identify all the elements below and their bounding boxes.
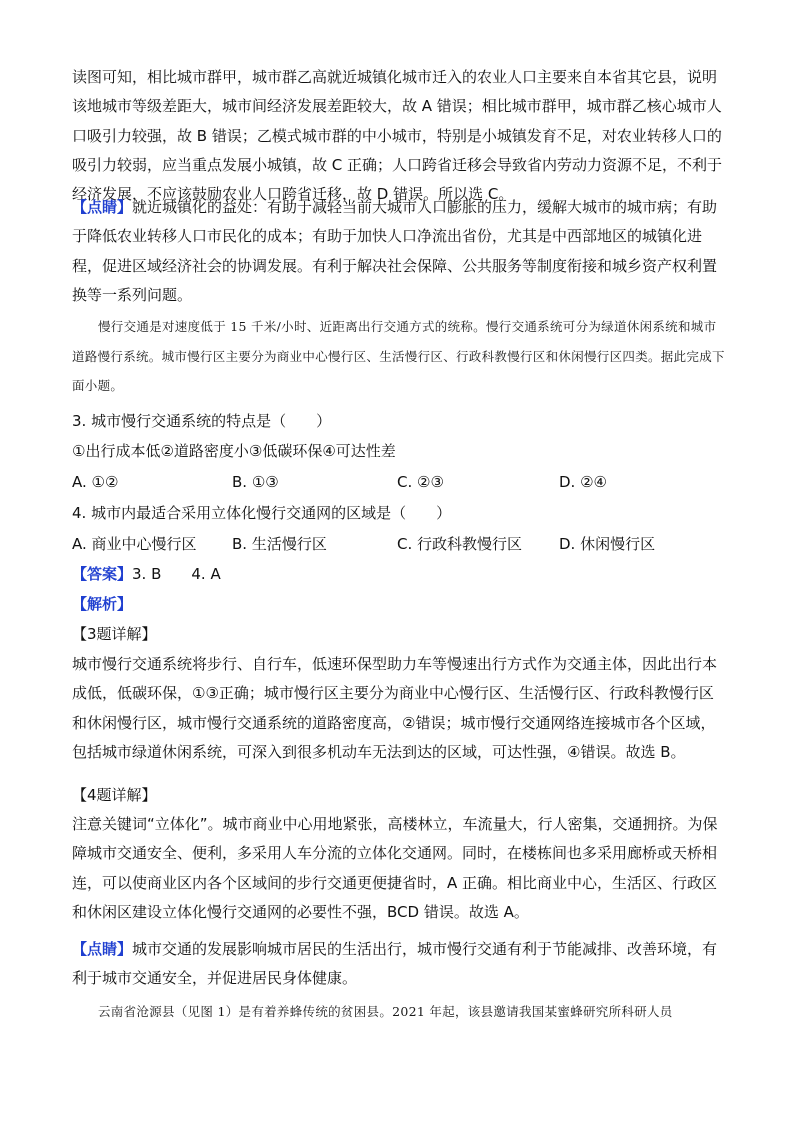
analysis-tag: 【解析】: [72, 595, 133, 613]
note-tag: 【点睛】: [72, 940, 133, 958]
detail-4-heading: 【4题详解】: [72, 786, 157, 804]
detail-3-heading: 【3题详解】: [72, 625, 157, 643]
reading-passage-slow-traffic: 慢行交通是对速度低于 15 千米/小时、近距离出行交通方式的统称。慢行交通系统可分为绿道休闲系统和城市道路慢行系统。城市慢行区主要分为商业中心慢行区、生活慢行区、行政科教慢行区和休闲慢行区四类。据此完成下面小题。: [72, 319, 725, 393]
question-3-options: [72, 467, 722, 497]
question-3-stem: 3. 城市慢行交通系统的特点是（ ）: [72, 412, 332, 430]
answer-line: [72, 560, 722, 589]
answer-text: 3. B 4. A: [132, 565, 221, 583]
note-tag: 【点睛】: [72, 198, 133, 216]
q3-option-d[interactable]: D. ②④: [559, 473, 607, 491]
q4-option-a[interactable]: A. 商业中心慢行区: [72, 535, 197, 553]
q4-option-d[interactable]: D. 休闲慢行区: [559, 535, 656, 553]
detail-4-text: 注意关键词“立体化”。城市商业中心用地紧张，高楼林立，车流量大，行人密集，交通拥挤。为保障城市交通安全、便利，多采用人车分流的立体化交通网。同时，在楼栋间也多采用廊桥或天桥相连，可以使商业区内各个区域间的步行交通更便捷省时，A 正确。相比商业中心，生活区、行政区和休闲区建设立体化慢行交通网的必要性不强，BCD 错误。故选 A。: [72, 815, 718, 921]
question-4-options: [72, 529, 722, 559]
answer-tag: 【答案】: [72, 565, 133, 583]
question-4-stem: 4. 城市内最适合采用立体化慢行交通网的区域是（ ）: [72, 504, 452, 522]
analysis-heading: [72, 590, 722, 619]
note-urbanization: [72, 193, 722, 310]
q4-option-c[interactable]: C. 行政科教慢行区: [397, 535, 523, 553]
question-3-items: ①出行成本低②道路密度小③低碳环保④可达性差: [72, 442, 396, 460]
q3-option-c[interactable]: C. ②③: [397, 473, 444, 491]
reading-passage-cangyuan: 云南省沧源县（见图 1）是有着养蜂传统的贫困县。2021 年起，该县邀请我国某蜜蜂研究所科研人员: [98, 1004, 673, 1019]
q3-option-b[interactable]: B. ①③: [232, 473, 279, 491]
note-slow-traffic: [72, 935, 722, 994]
paragraph-prev-answer: 读图可知，相比城市群甲，城市群乙高就近城镇化城市迁入的农业人口主要来自本省其它县，说明该地城市等级差距大，城市间经济发展差距较大，故 A 错误；相比城市群甲，城市群乙核心城市人口吸引力较强，故 B 错误；乙模式城市群的中小城市，特别是小城镇发育不足，对农业转移人口的吸引力较弱，应当重点发展小城镇，故 C 正确；人口跨省迁移会导致省内劳动力资源不足，不利于经济发展，不应该鼓励农业人口跨省迁移，故 D 错误。所以选 C。: [72, 68, 723, 204]
q3-option-a[interactable]: A. ①②: [72, 473, 119, 491]
note-text: 城市交通的发展影响城市居民的生活出行，城市慢行交通有利于节能减排、改善环境，有利于城市交通安全，并促进居民身体健康。: [72, 940, 718, 988]
note-text: 就近城镇化的益处：有助于减轻当前大城市人口膨胀的压力，缓解大城市的城市病；有助于降低农业转移人口市民化的成本；有助于加快人口净流出省份，尤其是中西部地区的城镇化进程，促进区域经济社会的协调发展。有利于解决社会保障、公共服务等制度衔接和城乡资产权利置换等一系列问题。: [72, 198, 718, 304]
detail-3-text: 城市慢行交通系统将步行、自行车，低速环保型助力车等慢速出行方式作为交通主体，因此出行本成低，低碳环保，①③正确；城市慢行区主要分为商业中心慢行区、生活慢行区、行政科教慢行区和休闲慢行区，城市慢行交通系统的道路密度高，②错误；城市慢行交通网络连接城市各个区域，包括城市绿道休闲系统，可深入到很多机动车无法到达的区域，可达性强，④错误。故选 B。: [72, 655, 718, 761]
q4-option-b[interactable]: B. 生活慢行区: [232, 535, 327, 553]
